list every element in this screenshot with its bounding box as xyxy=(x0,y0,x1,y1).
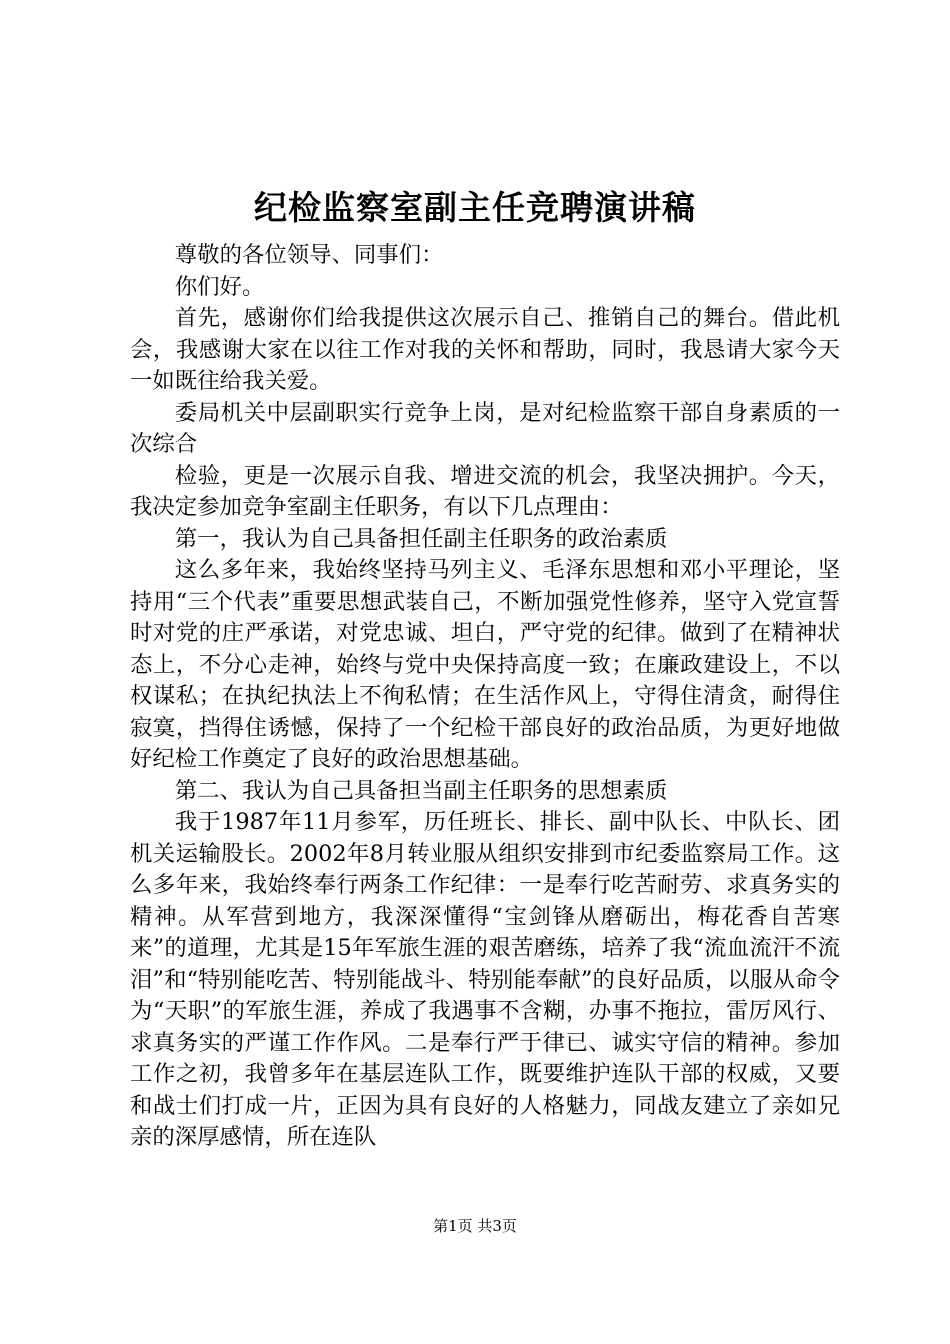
paragraph: 委局机关中层副职实行竞争上岗，是对纪检监察干部自身素质的一次综合 xyxy=(130,399,840,457)
greeting: 你们好。 xyxy=(174,273,265,300)
section-heading: 第二、我认为自己具备担当副主任职务的思想素质 xyxy=(174,777,668,804)
paragraph: 我于1987年11月参军，历任班长、排长、副中队长、中队长、团机关运输股长。2002年8月转业服从组织安排到市纪委监察局工作。这么多年来，我始终奉行两条工作纪律：一是奉行吃苦耐劳、求真务实的精神。从军营到地方，我深深懂得“宝剑锋从磨砺出，梅花香自苦寒来”的道理，尤其是15年军旅生涯的艰苦磨练，培养了我“流血流汗不流泪”和“特别能吃苦、特别能战斗、特别能奉献”的良好品质，以服从命令为“天职”的军旅生涯，养成了我遇事不含糊，办事不拖拉，雷厉风行、求真务实的严谨工作作风。二是奉行严于律已、诚实守信的精神。参加工作之初，我曾多年在基层连队工作，既要维护连队干部的权威，又要和战士们打成一片，正因为具有良好的人格魅力，同战友建立了亲如兄亲的深厚感情，所在连队 xyxy=(130,809,840,1150)
page-footer: 第1页 共3页 xyxy=(433,1217,517,1235)
salutation: 尊敬的各位领导、同事们： xyxy=(174,242,444,268)
document-title: 纪检监察室副主任竞聘演讲稿 xyxy=(254,188,696,227)
document-body xyxy=(130,240,840,1154)
paragraph: 首先，感谢你们给我提供这次展示自己、推销自己的舞台。借此机会，我感谢大家在以往工作对我的关怀和帮助，同时，我恳请大家今天一如既往给我关爱。 xyxy=(130,305,840,394)
paragraph: 这么多年来，我始终坚持马列主义、毛泽东思想和邓小平理论，坚持用“三个代表”重要思想武装自己，不断加强党性修养，坚守入党宣誓时对党的庄严承诺，对党忠诚、坦白，严守党的纪律。做到了在精神状态上，不分心走神，始终与党中央保持高度一致；在廉政建设上，不以权谋私；在执纪执法上不徇私情；在生活作风上，守得住清贪，耐得住寂寞，挡得住诱憾，保持了一个纪检干部良好的政治品质，为更好地做好纪检工作奠定了良好的政治思想基础。 xyxy=(130,557,840,772)
section-heading: 第一，我认为自己具备担任副主任职务的政治素质 xyxy=(174,525,668,552)
paragraph: 检验，更是一次展示自我、增进交流的机会，我坚决拥护。今天，我决定参加竞争室副主任职务，有以下几点理由： xyxy=(130,462,840,520)
